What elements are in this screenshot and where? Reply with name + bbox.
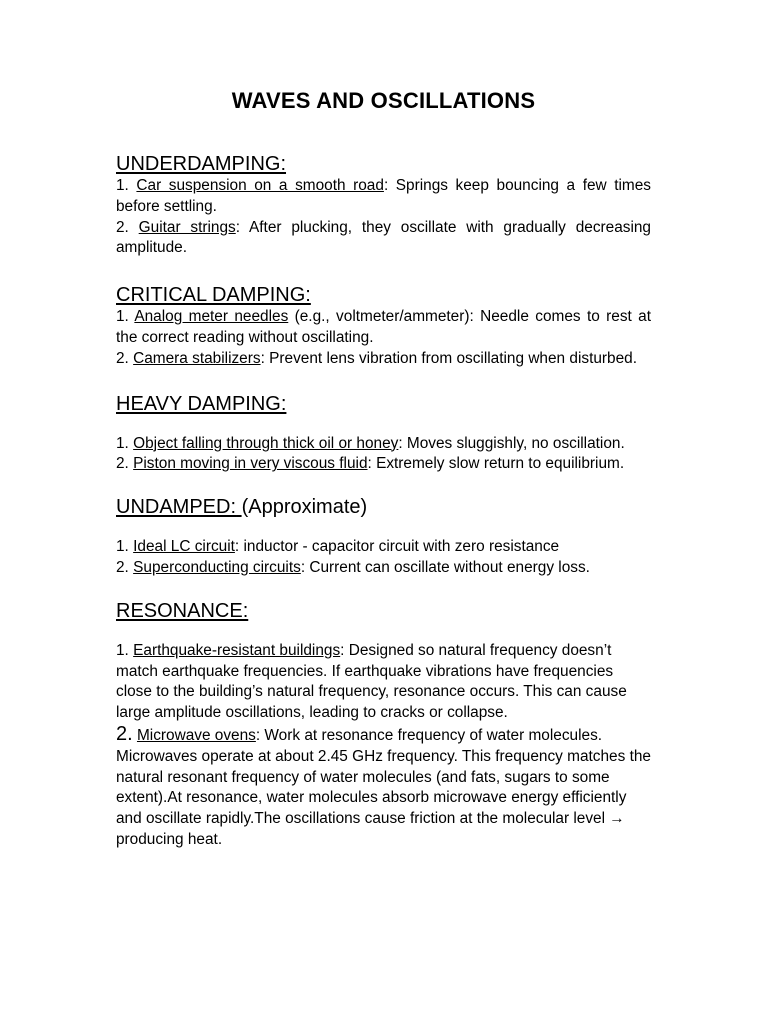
list-item	[116, 454, 651, 475]
item-term: Object falling through thick oil or honey	[133, 434, 399, 452]
item-text: : Designed so natural frequency doesn’t match earthquake frequencies. If earthquake vibrations have frequencies close to the building’s natural frequency, resonance occurs. This can cause large amplitude oscillations, leading to cracks or collapse.	[116, 641, 627, 722]
section-undamped	[116, 495, 651, 579]
section-heading: UNDERDAMPING:	[116, 153, 287, 175]
item-text: (e.g., voltmeter/ammeter): Needle comes to rest at the correct reading without oscillating.	[116, 308, 651, 346]
item-number: 1.	[116, 434, 129, 452]
list-item	[116, 641, 651, 724]
list-item	[116, 176, 651, 218]
list-item	[116, 307, 651, 349]
item-number: 2.	[116, 218, 129, 236]
item-text: : inductor - capacitor circuit with zero resistance	[234, 538, 560, 556]
item-number: 2.	[116, 722, 133, 745]
item-term: Car suspension on a smooth road	[136, 177, 384, 194]
item-number: 2.	[116, 349, 129, 367]
document-title: WAVES AND OSCILLATIONS	[231, 88, 536, 113]
item-number: 2.	[116, 558, 129, 576]
list-item	[116, 349, 651, 370]
item-number: 1.	[116, 538, 129, 556]
list-item	[116, 724, 651, 851]
list-item	[116, 218, 651, 260]
section-critical-damping	[116, 283, 651, 369]
section-heading: CRITICAL DAMPING:	[116, 284, 311, 307]
item-term: Earthquake-resistant buildings	[133, 641, 341, 659]
item-text: : Current can oscillate without energy loss.	[300, 558, 590, 576]
item-term: Ideal LC circuit	[133, 538, 235, 556]
section-heading-text: UNDAMPED:	[116, 496, 237, 519]
item-text: : Moves sluggishly, no oscillation.	[398, 434, 625, 452]
item-text: : After plucking, they oscillate with gradually decreasing amplitude.	[116, 218, 651, 257]
list-item	[116, 558, 651, 579]
section-heading-suffix: (Approximate)	[241, 496, 368, 519]
item-number: 1.	[116, 308, 129, 326]
section-heading	[116, 495, 651, 519]
item-number: 1.	[116, 641, 129, 659]
item-term: Guitar strings	[138, 218, 236, 236]
item-term: Superconducting circuits	[133, 558, 301, 576]
item-number: 1.	[116, 177, 129, 194]
item-number: 2.	[116, 455, 129, 473]
item-text: : Extremely slow return to equilibrium.	[367, 455, 625, 473]
section-underdamping	[116, 152, 651, 259]
item-term: Analog meter needles	[134, 308, 289, 326]
list-item	[116, 434, 651, 455]
section-heading: RESONANCE:	[116, 599, 249, 622]
item-term: Microwave ovens	[136, 726, 256, 744]
item-term: Camera stabilizers	[133, 349, 261, 367]
item-term: Piston moving in very viscous fluid	[133, 455, 368, 473]
list-item	[116, 537, 651, 558]
section-heavy-damping	[116, 392, 651, 476]
section-resonance	[116, 599, 651, 851]
item-text: : Springs keep bouncing a few times before settling.	[116, 177, 651, 215]
item-text: : Work at resonance frequency of water molecules. Microwaves operate at about 2.45 GHz frequency. This frequency matches the natural resonant frequency of water molecules (and fats, sugars to some extent).At resonance, water molecules absorb microwave energy efficiently and oscillate rapidly.The oscillations cause friction at the molecular level → producing heat.	[116, 726, 651, 848]
section-heading: HEAVY DAMPING:	[116, 392, 287, 415]
item-text: : Prevent lens vibration from oscillating when disturbed.	[260, 349, 637, 367]
